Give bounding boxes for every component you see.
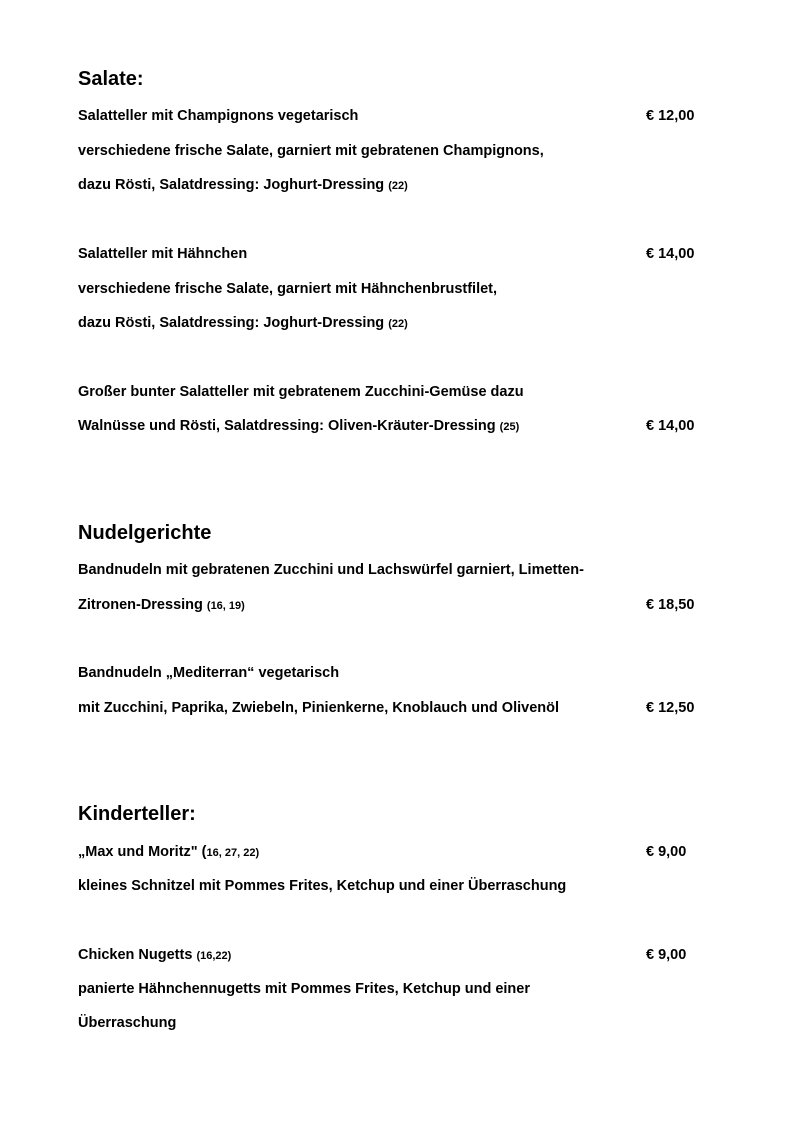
allergen-codes: (22) — [388, 180, 408, 192]
item-title: Großer bunter Salatteller mit gebratenem Zucchini-Gemüse dazu — [78, 384, 524, 400]
item-title: Chicken Nugetts (16,22) — [78, 947, 232, 963]
item-price: € 14,00 — [646, 246, 695, 262]
item-title: Salatteller mit Hähnchen — [78, 246, 248, 262]
allergen-codes: (25) — [499, 421, 520, 433]
section-heading-nudelgerichte: Nudelgerichte — [78, 522, 212, 544]
item-description: verschiedene frische Salate, garniert mit Hähnchenbrustfilet, — [78, 281, 498, 297]
item-price: € 12,00 — [646, 108, 695, 124]
item-description: panierte Hähnchennugetts mit Pommes Frites, Ketchup und einer — [78, 981, 530, 997]
item-title: Salatteller mit Champignons vegetarisch — [78, 108, 359, 124]
item-description: Walnüsse und Rösti, Salatdressing: Oliven-Kräuter-Dressing (25) — [78, 418, 520, 434]
item-title: Bandnudeln mit gebratenen Zucchini und Lachswürfel garniert, Limetten- — [78, 562, 584, 578]
section-heading-salate: Salate: — [78, 68, 144, 90]
item-price: € 9,00 — [646, 844, 687, 860]
allergen-codes: (16, 19) — [206, 600, 245, 612]
item-price: € 9,00 — [646, 947, 687, 963]
allergen-codes: (16,22) — [196, 950, 232, 962]
item-description: Überraschung — [78, 1015, 177, 1031]
item-description: dazu Rösti, Salatdressing: Joghurt-Dressing (22) — [78, 315, 408, 331]
item-description: kleines Schnitzel mit Pommes Frites, Ketchup und einer Überraschung — [78, 878, 567, 894]
allergen-codes: (22) — [388, 318, 408, 330]
section-heading-kinderteller: Kinderteller: — [78, 803, 196, 825]
allergen-codes: 16, 27, 22) — [206, 847, 260, 859]
item-description: verschiedene frische Salate, garniert mit gebratenen Champignons, — [78, 143, 544, 159]
item-price: € 12,50 — [646, 700, 695, 716]
item-title: „Max und Moritz" (16, 27, 22) — [78, 844, 260, 860]
item-title: Bandnudeln „Mediterran“ vegetarisch — [78, 665, 340, 681]
item-description: mit Zucchini, Paprika, Zwiebeln, Pinienkerne, Knoblauch und Olivenöl — [78, 700, 559, 716]
item-description: dazu Rösti, Salatdressing: Joghurt-Dressing (22) — [78, 177, 408, 193]
item-description: Zitronen-Dressing (16, 19) — [78, 597, 245, 613]
item-price: € 14,00 — [646, 418, 695, 434]
item-price: € 18,50 — [646, 597, 695, 613]
